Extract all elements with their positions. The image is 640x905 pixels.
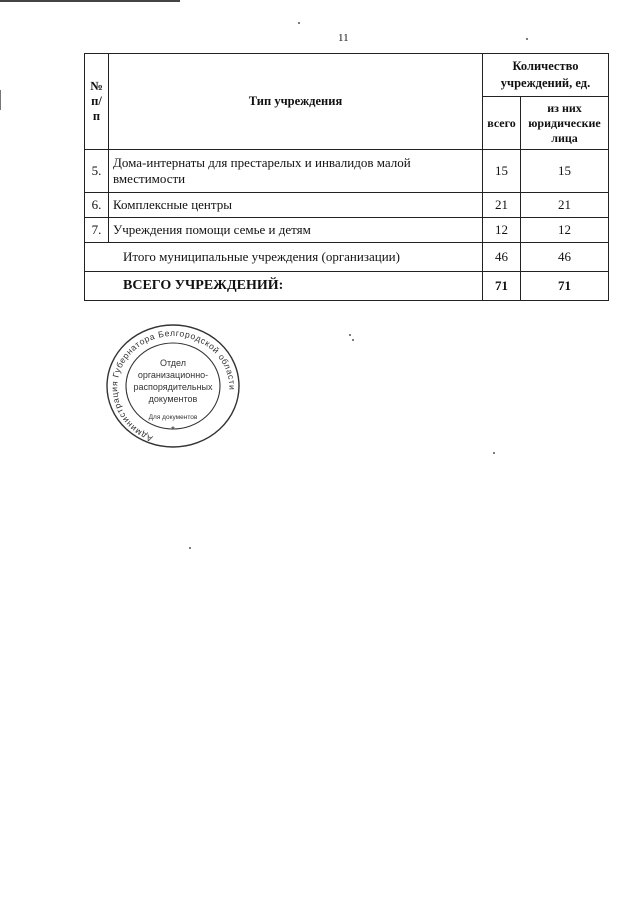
row-name: Дома-интернаты для престарелых и инвалидов малой вместимости — [109, 150, 483, 193]
speck — [349, 334, 351, 336]
stamp-line-2: организационно- — [137, 370, 209, 380]
row-name: Комплексные центры — [109, 193, 483, 218]
row-number: 5. — [85, 150, 109, 193]
table-row — [85, 193, 609, 218]
speck — [493, 452, 495, 454]
table-row — [85, 218, 609, 243]
subtotal-row — [85, 243, 609, 272]
subtotal-total: 46 — [483, 243, 521, 272]
grand-total-legal: 71 — [521, 272, 609, 301]
official-stamp — [102, 320, 244, 450]
header-count: Количество учреждений, ед. — [483, 54, 609, 97]
speck — [352, 339, 354, 341]
stamp-bottom-text: Для документов — [148, 414, 198, 421]
row-name: Учреждения помощи семье и детям — [109, 218, 483, 243]
speck — [189, 547, 191, 549]
page-number: 11 — [338, 32, 349, 44]
grand-total-total: 71 — [483, 272, 521, 301]
row-legal: 12 — [521, 218, 609, 243]
subtotal-label: Итого муниципальные учреждения (организации) — [85, 243, 483, 272]
header-total: всего — [483, 97, 521, 150]
table-row — [85, 150, 609, 193]
stamp-star: * — [171, 425, 175, 436]
row-number: 7. — [85, 218, 109, 243]
header-number: № п/п — [85, 54, 109, 150]
speck — [298, 22, 300, 24]
speck — [526, 38, 528, 40]
grand-total-label: ВСЕГО УЧРЕЖДЕНИЙ: — [85, 272, 483, 301]
grand-total-row — [85, 272, 609, 301]
institutions-table — [84, 53, 609, 301]
row-legal: 15 — [521, 150, 609, 193]
row-legal: 21 — [521, 193, 609, 218]
stamp-outer-text: Администрация Губернатора Белгородской области — [109, 327, 238, 444]
row-number: 6. — [85, 193, 109, 218]
stamp-line-1: Отдел — [159, 358, 187, 368]
header-legal: из них юридические лица — [521, 97, 609, 150]
row-total: 15 — [483, 150, 521, 193]
subtotal-legal: 46 — [521, 243, 609, 272]
top-rule — [0, 0, 180, 2]
stamp-line-4: документов — [148, 394, 198, 404]
header-type: Тип учреждения — [109, 54, 483, 150]
row-total: 12 — [483, 218, 521, 243]
header-row — [85, 54, 609, 97]
row-total: 21 — [483, 193, 521, 218]
left-edge-mark — [0, 90, 1, 110]
stamp-line-3: распорядительных — [133, 382, 213, 392]
